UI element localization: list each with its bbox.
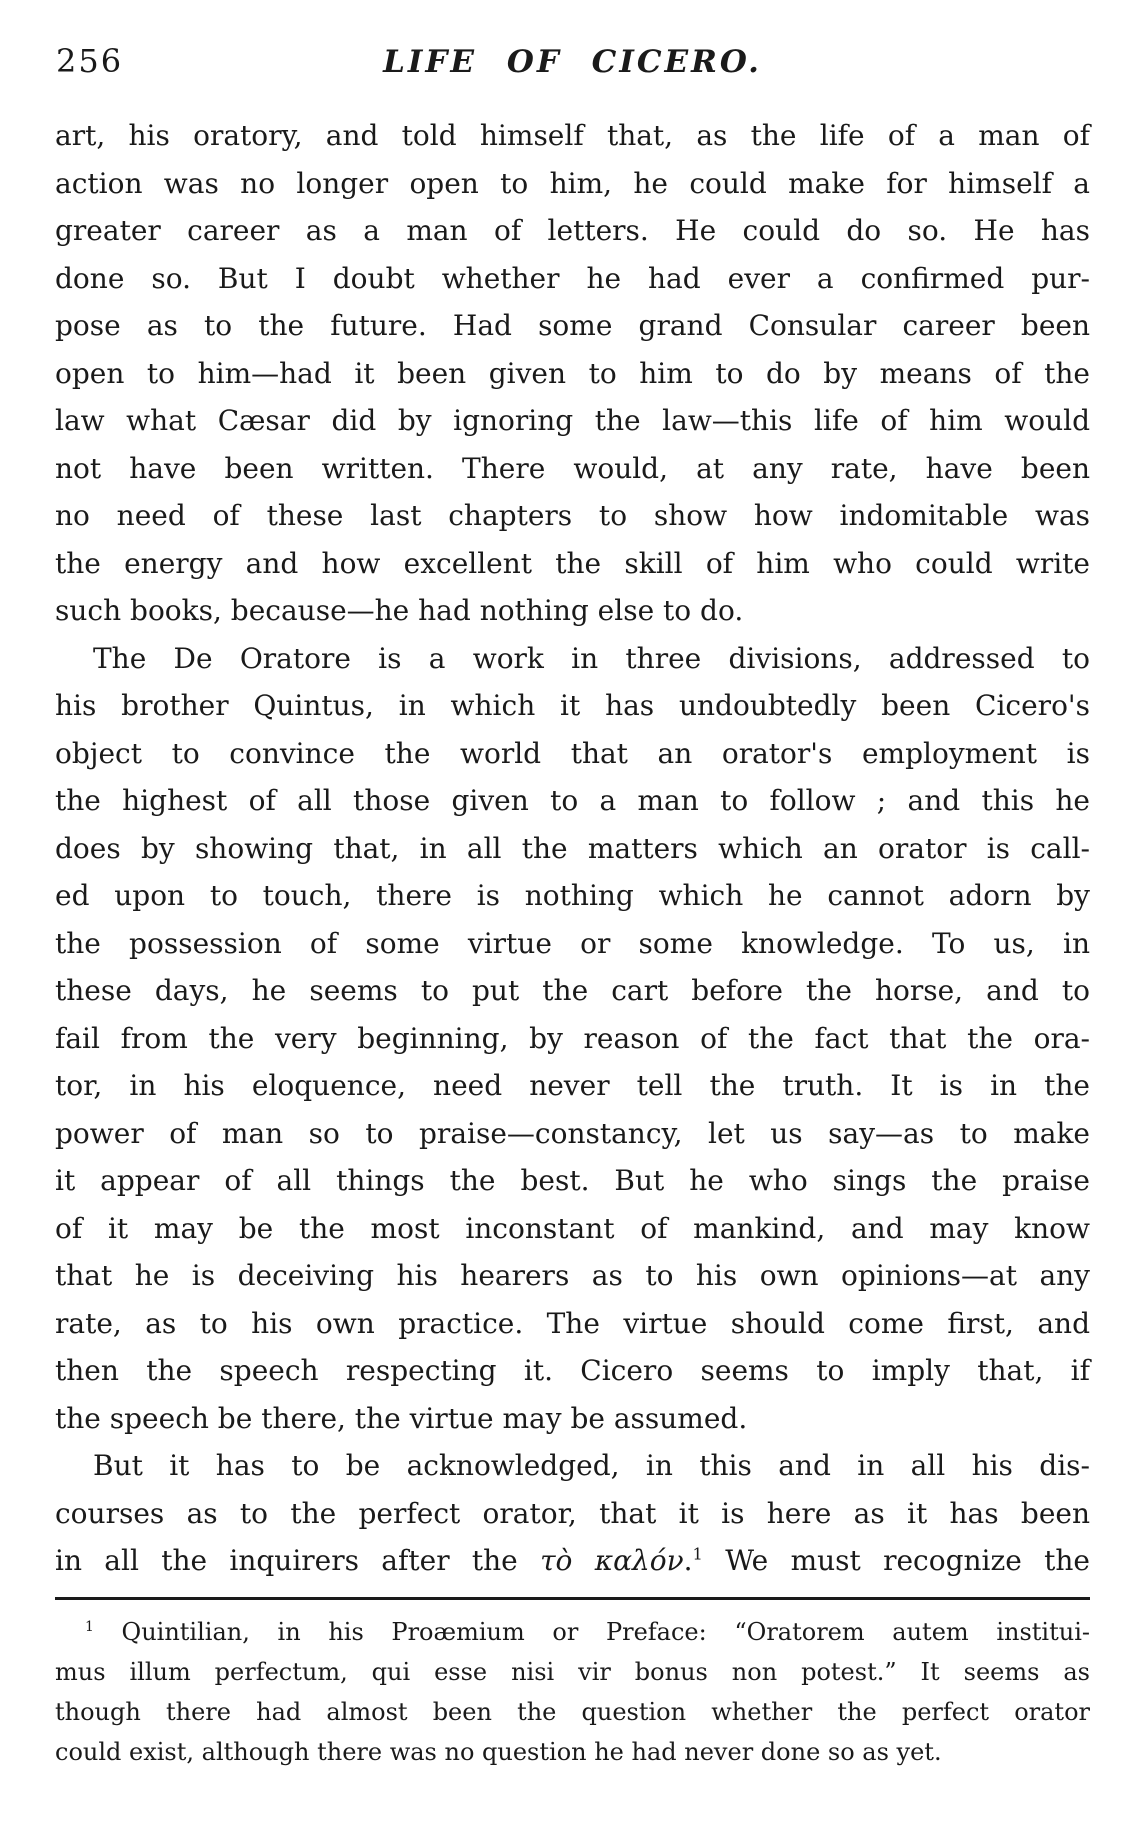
text-line (55, 1300, 1090, 1348)
text-span: rate, as to his own practice. The virtue should come first, and (55, 1306, 1090, 1340)
text-line (55, 1205, 1090, 1253)
text-line (55, 1692, 1090, 1732)
text-span: these days, he seems to put the cart before the horse, and to (55, 974, 1090, 1007)
text-span: no need of these last chapters to show how indomitable was (55, 499, 1090, 532)
text-span: the speech be there, the virtue may be assumed. (55, 1401, 748, 1435)
footnote-divider (55, 1597, 1090, 1600)
text-span: his brother Quintus, in which it has undoubtedly been Cicero's (55, 689, 1090, 722)
text-span: . (683, 1544, 693, 1577)
text-span: tor, in his eloquence, need never tell the truth. It is in the (55, 1069, 1090, 1102)
text-span: such books, because—he had nothing else to do. (55, 594, 744, 627)
text-line (55, 587, 1090, 635)
text-span: art, his oratory, and told himself that, as the life of a man of (55, 119, 1090, 152)
text-span: object to convince the world that an orator's employment is (55, 736, 1090, 770)
text-span: greater career as a man of letters. He could do so. He has (55, 214, 1090, 247)
running-title: LIFE OF CICERO. (383, 44, 762, 80)
text-line (55, 967, 1090, 1015)
text-span: of it may be the most inconstant of mankind, and may know (55, 1211, 1090, 1245)
text-line (55, 1252, 1090, 1300)
footnote (55, 1612, 1090, 1772)
text-span: open to him—had it been given to him to do by means of the (55, 356, 1090, 390)
text-line (55, 1537, 1090, 1585)
text-span: does by showing that, in all the matters which an orator is call- (55, 831, 1090, 865)
page-number: 256 (56, 42, 124, 80)
text-span: fail from the very beginning, by reason of the fact that the ora- (55, 1021, 1090, 1055)
text-span: power of man so to praise—constancy, let us say—as to make (55, 1116, 1090, 1150)
text-line (55, 1015, 1090, 1063)
text-line (55, 1395, 1090, 1443)
footnote-reference: 1 (692, 1544, 703, 1564)
text-line (55, 492, 1090, 540)
body-text (55, 112, 1090, 1585)
text-span: though there had almost been the question whether the perfect orator (55, 1698, 1090, 1726)
text-span: courses as to the perfect orator, that it is here as it has been (55, 1496, 1090, 1530)
text-span: not have been written. There would, at any rate, have been (55, 451, 1090, 485)
text-span: the possession of some virtue or some knowledge. To us, in (55, 926, 1090, 960)
text-line (55, 1442, 1090, 1490)
text-span: pose as to the future. Had some grand Consular career been (55, 309, 1090, 342)
text-line (55, 730, 1090, 778)
text-span: in all the inquirers after the (55, 1544, 541, 1577)
text-line (55, 1652, 1090, 1692)
text-line (55, 682, 1090, 730)
text-line (55, 445, 1090, 493)
text-line (55, 777, 1090, 825)
text-span: the highest of all those given to a man to follow ; and this he (55, 784, 1090, 817)
text-line (55, 1110, 1090, 1158)
text-line (55, 397, 1090, 445)
text-span: But it has to be acknowledged, in this and in all his dis- (93, 1449, 1090, 1482)
text-line (55, 825, 1090, 873)
text-line (55, 1732, 1090, 1772)
text-line (55, 350, 1090, 398)
text-line (55, 1157, 1090, 1205)
footnote-reference: 1 (85, 1619, 94, 1635)
text-span: could exist, although there was no question he had never done so as yet. (55, 1738, 942, 1766)
text-span: the energy and how excellent the skill of him who could write (55, 546, 1090, 580)
text-line (55, 635, 1090, 683)
text-span: then the speech respecting it. Cicero seems to imply that, if (55, 1354, 1090, 1387)
greek-phrase: τὸ καλόν (540, 1544, 684, 1577)
text-span: that he is deceiving his hearers as to his own opinions—at any (55, 1259, 1090, 1292)
text-line (55, 1612, 1090, 1652)
text-span: action was no longer open to him, he could make for himself a (55, 166, 1090, 200)
text-line (55, 1347, 1090, 1395)
text-line (55, 112, 1090, 160)
text-span: The De Oratore is a work in three divisions, addressed to (93, 641, 1090, 675)
text-line (55, 920, 1090, 968)
text-span: ed upon to touch, there is nothing which he cannot adorn by (55, 879, 1090, 912)
text-span: mus illum perfectum, qui esse nisi vir bonus non potest.” It seems as (55, 1658, 1090, 1686)
text-span: law what Cæsar did by ignoring the law—this life of him would (55, 404, 1090, 437)
text-span: it appear of all things the best. But he who sings the praise (55, 1164, 1090, 1197)
text-line (55, 207, 1090, 255)
text-span: done so. But I doubt whether he had ever a confirmed pur- (55, 261, 1090, 295)
text-line (55, 1490, 1090, 1538)
text-line (55, 1062, 1090, 1110)
text-line (55, 255, 1090, 303)
text-line (55, 540, 1090, 588)
text-span: We must recognize the (702, 1544, 1090, 1577)
text-line (55, 872, 1090, 920)
text-line (55, 302, 1090, 350)
text-span: Quintilian, in his Proæmium or Preface: “Oratorem autem institui- (93, 1618, 1090, 1646)
text-line (55, 160, 1090, 208)
